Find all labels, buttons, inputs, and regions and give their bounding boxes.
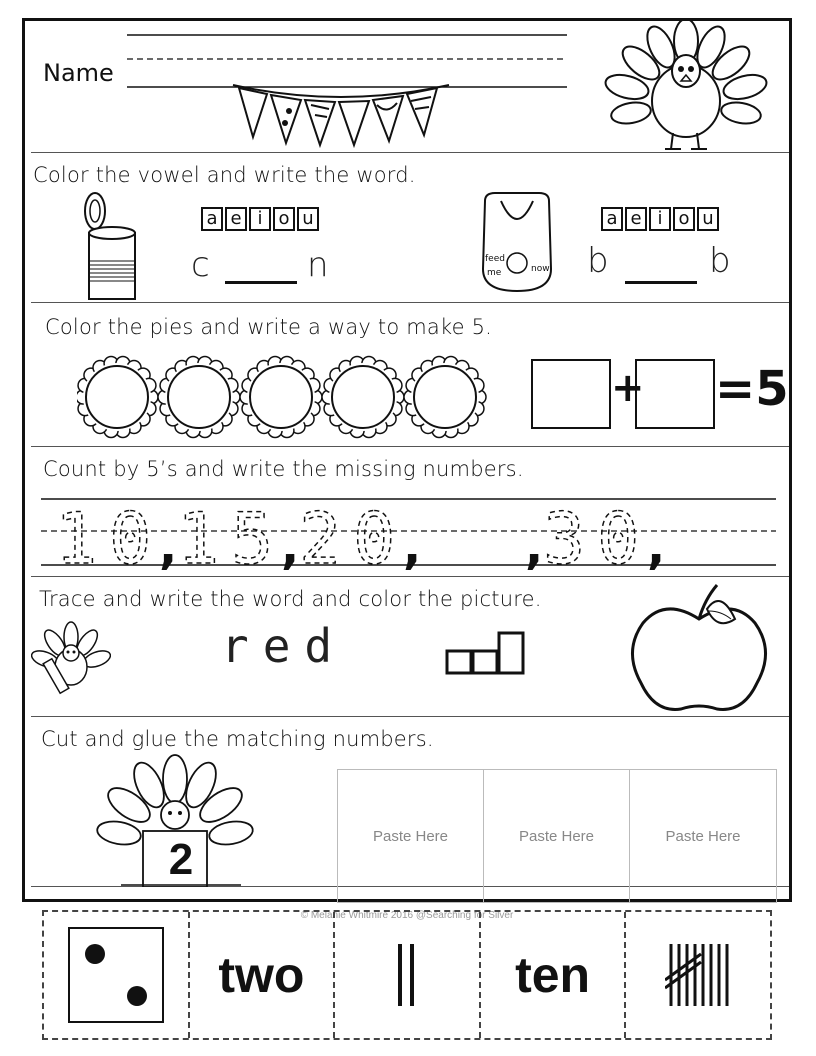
pie-3[interactable]: [240, 357, 322, 438]
word-shape-boxes[interactable]: [445, 629, 541, 677]
count-comma: ,: [525, 519, 544, 571]
cutout-cards-row: [42, 910, 772, 1040]
trace-word-red[interactable]: red: [221, 619, 347, 673]
cutout-card-dice[interactable]: [44, 912, 190, 1038]
pies-section: [31, 303, 789, 447]
worksheet: [22, 18, 792, 921]
apple-icon: [625, 579, 773, 715]
vowel-a[interactable]: a: [201, 207, 223, 231]
vowel-e[interactable]: e: [625, 207, 647, 231]
cutout-card-tally-two[interactable]: [335, 912, 481, 1038]
count-comma: ,: [159, 519, 178, 571]
cutout-card-two[interactable]: [190, 912, 336, 1038]
trace-instruction: Trace and write the word and color the picture.: [39, 587, 542, 611]
pies-row[interactable]: [77, 355, 487, 439]
vowel-o[interactable]: o: [273, 207, 295, 231]
vowel-e[interactable]: e: [225, 207, 247, 231]
turkey-icon: [591, 21, 781, 153]
header-section: [31, 21, 789, 153]
vowel-section: [31, 153, 789, 303]
word1-start-letter: c: [191, 245, 210, 285]
pie-1[interactable]: [77, 357, 158, 438]
tally-two-icon: [392, 940, 422, 1010]
count-number-10: 10: [55, 498, 164, 571]
count-comma: ,: [281, 519, 300, 571]
addend-box-1[interactable]: [531, 359, 611, 429]
word1-blank[interactable]: [225, 281, 297, 284]
plus-sign: +: [611, 365, 645, 411]
tally-ten-icon: [665, 940, 731, 1010]
bib-icon: [471, 191, 563, 295]
vowel-boxes-1[interactable]: [201, 207, 319, 231]
vowel-u[interactable]: u: [297, 207, 319, 231]
addend-box-2[interactable]: [635, 359, 715, 429]
pie-5[interactable]: [404, 357, 486, 438]
count-number-30: 30: [543, 498, 652, 571]
pies-instruction: Color the pies and write a way to make 5.: [45, 315, 493, 339]
turkey-pencil-icon: [31, 619, 111, 699]
name-label: Name: [43, 59, 114, 87]
vowel-u[interactable]: u: [697, 207, 719, 231]
can-icon: [81, 191, 143, 303]
count-comma: ,: [647, 519, 666, 571]
match-instruction: Cut and glue the matching numbers.: [41, 727, 434, 751]
vowel-o[interactable]: o: [673, 207, 695, 231]
copyright-text: © Melanie Whitmire 2016 @Searching for Silver: [300, 910, 514, 921]
paste-box-3[interactable]: Paste Here: [629, 769, 777, 903]
count-instruction: Count by 5’s and write the missing numbers.: [43, 457, 524, 481]
cutout-card-tally-ten[interactable]: [626, 912, 770, 1038]
vowel-instruction: Color the vowel and write the word.: [33, 163, 416, 187]
count-comma: ,: [403, 519, 422, 571]
paste-box-2[interactable]: Paste Here: [483, 769, 630, 903]
pie-4[interactable]: [322, 357, 404, 438]
dice-two-icon: [67, 926, 165, 1024]
paste-box-1[interactable]: Paste Here: [337, 769, 484, 903]
trace-section: [31, 577, 789, 717]
svg-text:feed: feed: [485, 254, 505, 264]
count-writing-lines[interactable]: [41, 491, 776, 571]
cutout-word-ten: ten: [515, 947, 591, 1003]
count-number-15: 15: [177, 498, 286, 571]
word1-end-letter: n: [307, 245, 329, 285]
bunting-banner-icon: [231, 79, 451, 149]
pie-2[interactable]: [158, 357, 240, 438]
word2-end-letter: b: [709, 241, 731, 281]
equals-five: =5: [715, 361, 789, 417]
cutout-word-two: two: [218, 947, 305, 1003]
word2-start-letter: b: [587, 241, 609, 281]
count-section: [31, 447, 789, 577]
cutout-card-ten[interactable]: [481, 912, 627, 1038]
vowel-i[interactable]: i: [249, 207, 271, 231]
svg-text:me: me: [487, 268, 502, 278]
turkey-number: 2: [168, 835, 194, 884]
word2-blank[interactable]: [625, 281, 697, 284]
vowel-i[interactable]: i: [649, 207, 671, 231]
count-number-20: 20: [299, 498, 408, 571]
vowel-boxes-2[interactable]: [601, 207, 719, 231]
vowel-a[interactable]: a: [601, 207, 623, 231]
svg-text:now: now: [531, 264, 550, 274]
